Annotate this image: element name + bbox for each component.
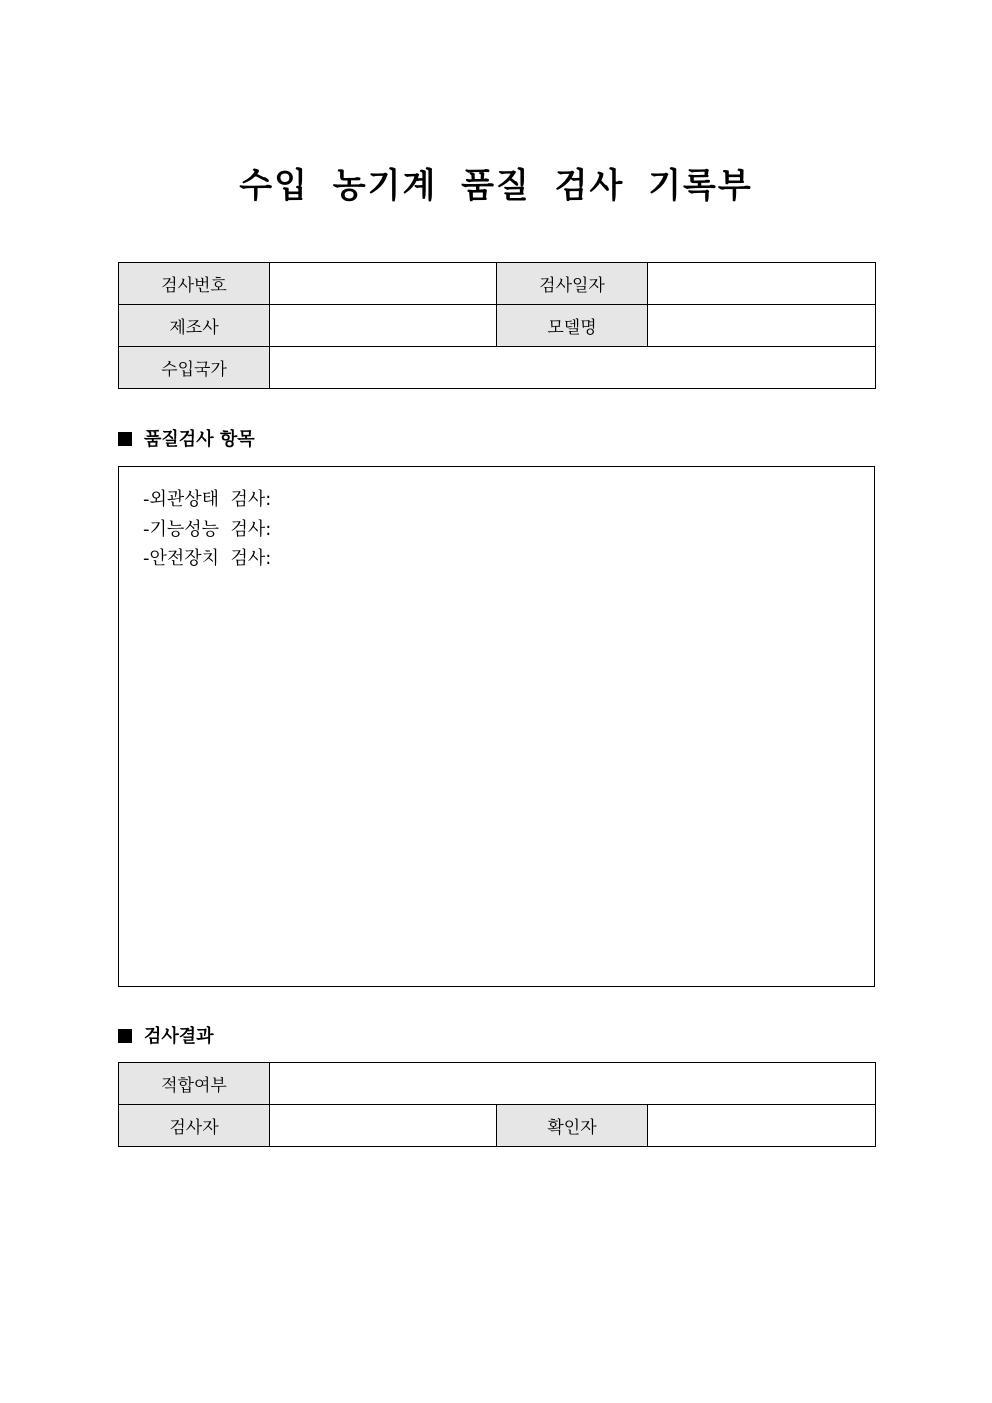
model-name-field[interactable] bbox=[648, 305, 876, 347]
table-row bbox=[119, 305, 876, 347]
quality-items-heading-text: 품질검사 항목 bbox=[144, 429, 255, 450]
square-bullet-icon bbox=[118, 432, 132, 446]
conformity-field[interactable] bbox=[270, 1063, 876, 1105]
import-country-label: 수입국가 bbox=[119, 347, 270, 389]
model-name-label: 모델명 bbox=[497, 305, 648, 347]
inspection-date-label: 검사일자 bbox=[497, 263, 648, 305]
inspection-number-label: 검사번호 bbox=[119, 263, 270, 305]
document-title: 수입 농기계 품질 검사 기록부 bbox=[239, 166, 753, 206]
inspection-info-table bbox=[118, 262, 876, 389]
import-country-field[interactable] bbox=[270, 347, 876, 389]
table-row bbox=[119, 347, 876, 389]
confirmer-field[interactable] bbox=[648, 1105, 876, 1147]
table-row bbox=[119, 263, 876, 305]
inspector-label: 검사자 bbox=[119, 1105, 270, 1147]
inspector-field[interactable] bbox=[270, 1105, 497, 1147]
quality-items-heading bbox=[118, 428, 255, 452]
table-row bbox=[119, 1063, 876, 1105]
square-bullet-icon bbox=[118, 1029, 132, 1043]
list-item: -외관상태 검사: bbox=[143, 489, 272, 510]
result-heading-text: 검사결과 bbox=[144, 1026, 214, 1047]
manufacturer-field[interactable] bbox=[270, 305, 497, 347]
quality-items-box[interactable] bbox=[118, 466, 875, 987]
confirmer-label: 확인자 bbox=[497, 1105, 648, 1147]
quality-items-list bbox=[119, 467, 874, 574]
table-row bbox=[119, 1105, 876, 1147]
result-heading bbox=[118, 1025, 214, 1049]
conformity-label: 적합여부 bbox=[119, 1063, 270, 1105]
inspection-number-field[interactable] bbox=[270, 263, 497, 305]
inspection-date-field[interactable] bbox=[648, 263, 876, 305]
manufacturer-label: 제조사 bbox=[119, 305, 270, 347]
list-item: -안전장치 검사: bbox=[143, 548, 272, 569]
list-item: -기능성능 검사: bbox=[143, 518, 272, 540]
inspection-result-table bbox=[118, 1062, 876, 1147]
